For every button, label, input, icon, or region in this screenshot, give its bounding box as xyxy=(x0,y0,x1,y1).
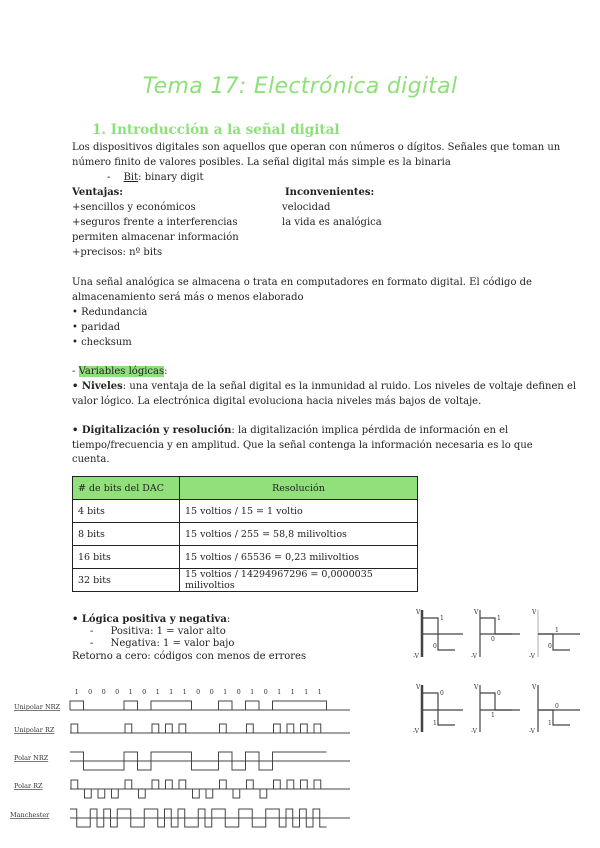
digit-text: : la digitalización implica pérdida de información en el xyxy=(231,425,509,436)
table-cell: 15 voltios / 255 = 58,8 milivoltios xyxy=(180,523,418,546)
table-header-cell: Resolución xyxy=(180,477,418,500)
table-cell: 15 voltios / 15 = 1 voltio xyxy=(180,500,418,523)
colon: : xyxy=(164,366,168,377)
table-cell: 15 voltios / 65536 = 0,23 milivoltios xyxy=(180,546,418,569)
svg-text:1: 1 xyxy=(250,688,255,696)
code-item: • checksum xyxy=(72,337,132,348)
dash: - xyxy=(90,626,94,637)
section-heading: 1. Introducción a la señal digital xyxy=(92,122,340,138)
svg-text:0: 0 xyxy=(196,688,201,696)
niveles-label: • Niveles xyxy=(72,381,123,392)
svg-text:Manchester: Manchester xyxy=(10,811,50,819)
dash: - xyxy=(90,638,94,649)
bit-item xyxy=(107,171,204,186)
svg-text:0: 0 xyxy=(433,643,437,650)
svg-text:-V: -V xyxy=(529,728,535,735)
retorno-text: Retorno a cero: códigos con menos de errores xyxy=(72,651,307,662)
svg-text:-V: -V xyxy=(471,728,477,735)
variables-logicas xyxy=(72,365,167,380)
svg-text:1: 1 xyxy=(433,720,437,727)
niveles-line-2: valor lógico. La electrónica digital evoluciona hacia niveles más bajos de voltaje. xyxy=(72,396,482,407)
niveles-line-1 xyxy=(72,380,576,395)
svg-text:V: V xyxy=(416,609,421,616)
svg-text:1: 1 xyxy=(548,720,552,727)
dash: - xyxy=(72,366,79,377)
svg-text:-V: -V xyxy=(413,653,419,660)
digit-line-2: tiempo/frecuencia y en amplitud. Que la señal contenga la información necesaria es lo que xyxy=(72,440,533,451)
logica-text: Positiva: 1 = valor alto xyxy=(110,626,226,637)
svg-text:1: 1 xyxy=(182,688,187,696)
svg-text:0: 0 xyxy=(88,688,93,696)
table-cell: 4 bits xyxy=(73,500,180,523)
ventaja-item: +precisos: nº bits xyxy=(72,247,163,258)
code-item: • Redundancia xyxy=(72,307,148,318)
table-cell: 15 voltios / 14294967296 = 0,0000035 milivoltios xyxy=(180,569,418,592)
svg-text:V: V xyxy=(532,684,537,691)
table-cell: 16 bits xyxy=(73,546,180,569)
inconvenientes-heading: Inconvenientes: xyxy=(285,187,375,198)
svg-text:1: 1 xyxy=(304,688,309,696)
svg-text:1: 1 xyxy=(223,688,228,696)
table-row xyxy=(73,523,418,546)
svg-text:0: 0 xyxy=(491,636,495,643)
svg-text:1: 1 xyxy=(497,615,501,622)
inconveniente-item: la vida es analógica xyxy=(282,217,382,228)
inconveniente-item: velocidad xyxy=(282,202,331,213)
svg-text:V: V xyxy=(474,684,479,691)
svg-text:Polar RZ: Polar RZ xyxy=(14,782,43,790)
table-cell: 32 bits xyxy=(73,569,180,592)
colon: : xyxy=(226,614,231,625)
page-title: Tema 17: Electrónica digital xyxy=(142,74,458,99)
niveles-text: : una ventaja de la señal digital es la inmunidad al ruido. Los niveles de voltaje definen el xyxy=(122,381,577,392)
svg-text:0: 0 xyxy=(101,688,106,696)
svg-text:0: 0 xyxy=(555,703,559,710)
intro-line-1: Los dispositivos digitales son aquellos que operan con números o dígitos. Señales que toman un xyxy=(72,142,561,153)
intro-line-2: número finito de valores posibles. La señal digital más simple es la binaria xyxy=(72,157,451,168)
dash: - xyxy=(107,172,111,183)
svg-text:0: 0 xyxy=(497,690,501,697)
ventaja-item: +sencillos y económicos xyxy=(72,202,196,213)
svg-text:-V: -V xyxy=(413,728,419,735)
svg-text:1: 1 xyxy=(491,712,495,719)
svg-text:0: 0 xyxy=(236,688,241,696)
svg-text:0: 0 xyxy=(142,688,147,696)
svg-text:1: 1 xyxy=(555,627,559,634)
table-header-cell: # de bits del DAC xyxy=(73,477,180,500)
svg-text:-V: -V xyxy=(529,653,535,660)
line-code-diagram xyxy=(0,680,360,848)
ventajas-heading: Ventajas: xyxy=(72,187,123,198)
svg-text:1: 1 xyxy=(128,688,133,696)
table-row xyxy=(73,546,418,569)
svg-text:Unipolar RZ: Unipolar RZ xyxy=(14,726,55,734)
ventaja-item: +seguros frente a interferencias xyxy=(72,217,238,228)
svg-text:1: 1 xyxy=(74,688,79,696)
logica-text: Negativa: 1 = valor bajo xyxy=(110,638,235,649)
svg-text:Polar NRZ: Polar NRZ xyxy=(14,754,49,762)
svg-text:1: 1 xyxy=(440,615,444,622)
svg-text:1: 1 xyxy=(290,688,295,696)
digit-line-3: cuenta. xyxy=(72,454,110,465)
table-row xyxy=(73,500,418,523)
svg-text:0: 0 xyxy=(548,643,552,650)
table-row xyxy=(73,569,418,592)
svg-text:V: V xyxy=(416,684,421,691)
analog-line-1: Una señal analógica se almacena o trata en computadores en formato digital. El código de xyxy=(72,277,532,288)
svg-text:1: 1 xyxy=(155,688,160,696)
svg-text:1: 1 xyxy=(169,688,174,696)
svg-text:1: 1 xyxy=(277,688,282,696)
digit-line-1 xyxy=(72,424,508,439)
svg-text:V: V xyxy=(474,609,479,616)
svg-text:V: V xyxy=(532,609,537,616)
logica-label: • Lógica positiva y negativa xyxy=(72,614,227,625)
ventaja-item: permiten almacenar información xyxy=(72,232,239,243)
svg-text:0: 0 xyxy=(263,688,268,696)
svg-text:0: 0 xyxy=(209,688,214,696)
svg-text:0: 0 xyxy=(115,688,120,696)
svg-text:0: 0 xyxy=(440,690,444,697)
code-item: • paridad xyxy=(72,322,121,333)
digit-label: • Digitalización y resolución xyxy=(72,425,232,436)
bit-text: : binary digit xyxy=(138,172,204,183)
bit-label: Bit xyxy=(123,172,139,183)
svg-text:Unipolar NRZ: Unipolar NRZ xyxy=(14,703,61,711)
table-cell: 8 bits xyxy=(73,523,180,546)
dac-table xyxy=(72,476,418,592)
table-header-row xyxy=(73,477,418,500)
analog-line-2: almacenamiento será más o menos elaborado xyxy=(72,292,304,303)
logic-level-diagrams xyxy=(405,605,600,740)
svg-text:-V: -V xyxy=(471,653,477,660)
variables-highlight: Variables lógicas xyxy=(78,366,165,377)
svg-text:1: 1 xyxy=(317,688,322,696)
